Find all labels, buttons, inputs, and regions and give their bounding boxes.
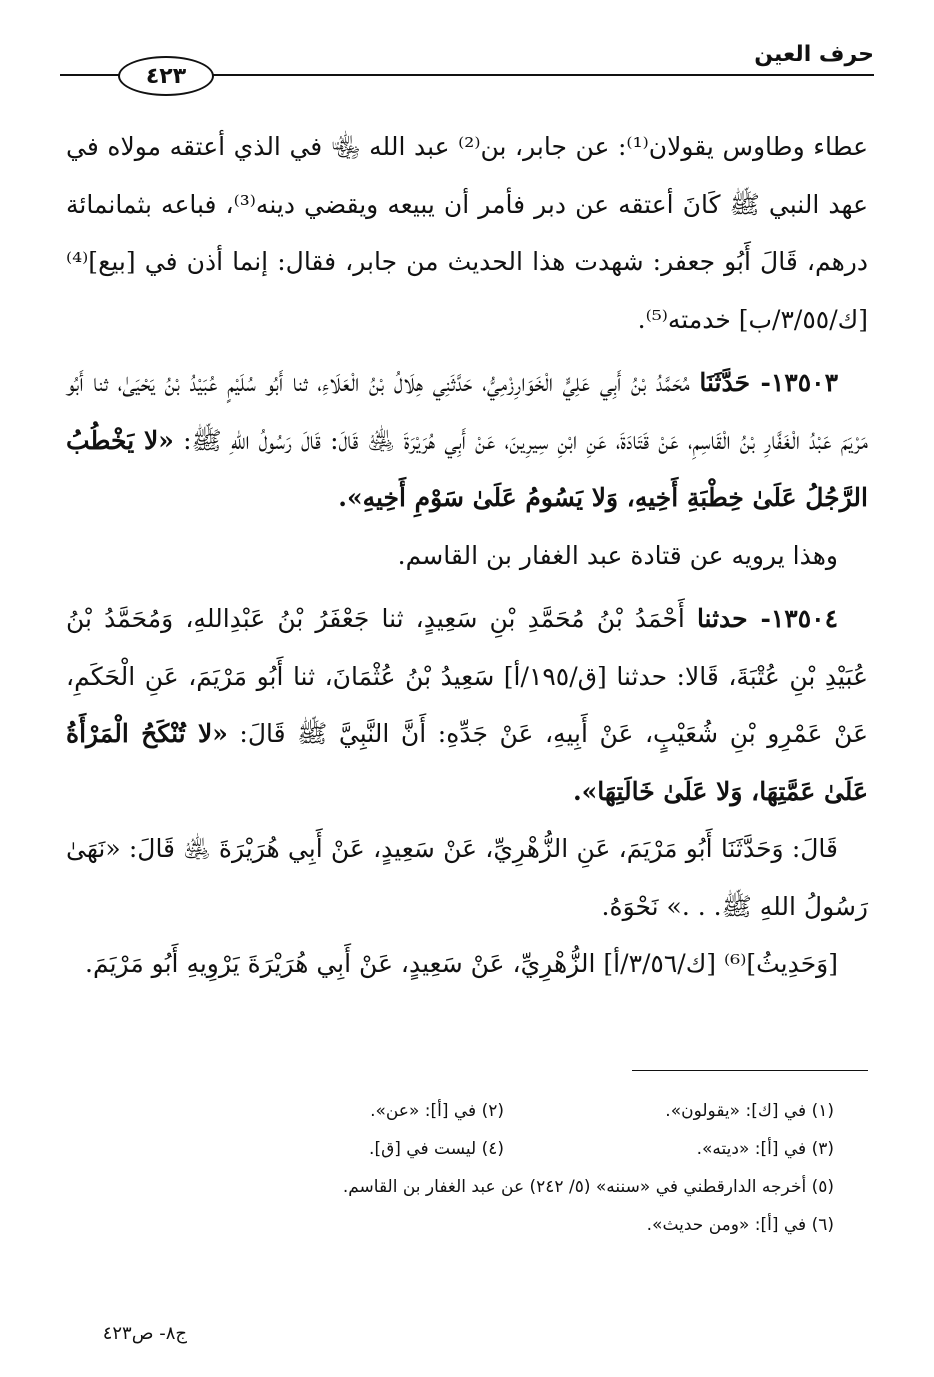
hadith-chain: مُحَمَّدُ بْنُ أَبِي عَلِيٍّ الْخَوَارِزْمِيُّ، حَدَّثَنِي هِلَالُ بْنُ الْعَلَاءِ، ثنا أَبُو سُلَيْمٍ عُبَيْدُ بْنُ يَحْيَىٰ، ثنا أَبُو مَرْيَمَ عَبْدُ الْغَفَّارِ بْنُ الْقَاسِمِ، عَنْ قَتَادَةَ، عَنِ ابْنِ سِيرِينَ، عَنْ أَبِي هُرَيْرَةَ ﵁ قَالَ: قَالَ رَسُولُ اللهِ ﷺ: <box>66 368 868 455</box>
hadith-13503 <box>66 354 868 527</box>
hadith-number: ١٣٥٠٣- حَدَّثَنَا <box>699 368 838 397</box>
page-number-badge: ٤٢٣ <box>118 56 214 96</box>
footnote-row <box>90 1092 834 1130</box>
paragraph-note: وهذا يرويه عن قتادة عبد الغفار بن القاسم. <box>397 540 838 570</box>
hadith-chain: أَحْمَدُ بْنُ مُحَمَّدِ بْنِ سَعِيدٍ، ثنا جَعْفَرُ بْنُ عَبْدِاللهِ، وَمُحَمَّدُ بْنُ عُبَيْدِ بْنِ عُتْبَةَ، قَالا: حدثنا [ق/١٩٥/أ] سَعِيدُ بْنُ عُثْمَانَ، ثنا أَبُو مَرْيَمَ، عَنِ الْحَكَمِ، عَنْ عَمْرِو بْنِ شُعَيْبٍ، عَنْ أَبِيهِ، عَنْ جَدِّهِ: أَنَّ النَّبِيَّ ﷺ قَالَ: <box>66 604 868 748</box>
paragraph-1: عطاء وطاوس يقولان⁽¹⁾: عن جابر، بن⁽²⁾ عبد الله ﵄ في الذي أعتقه مولاه في عهد النبي ﷺ كَانَ أعتقه عن دبر فأمر أن يبيعه ويقضي دينه⁽³⁾، فباعه بثمانمائة درهم، قَالَ أَبُو جعفر: شهدت هذا الحديث من جابر، فقال: إنما أذن في [بيع]⁽⁴⁾ [ك/٣/٥٥/ب] خدمته⁽⁵⁾. <box>66 132 869 334</box>
footnotes <box>90 1092 834 1244</box>
footnote-5: (٥) أخرجه الدارقطني في «سننه» (٥/ ٢٤٢) عن عبد الغفار بن القاسم. <box>342 1177 834 1197</box>
paragraph-5: قَالَ: وَحَدَّثَنَا أَبُو مَرْيَمَ، عَنِ الزُّهْرِيِّ، عَنْ سَعِيدٍ، عَنْ أَبِي هُرَيْرَةَ ﵁ قَالَ: «نَهَىٰ رَسُولُ اللهِ ﷺ. . .» نَحْوَهُ. <box>66 834 868 921</box>
footnote-4: (٤) ليست في [ق]. <box>369 1139 504 1159</box>
hadith-13504 <box>66 590 868 820</box>
volume-page-reference: ج٨- ص٤٢٣ <box>102 1323 187 1344</box>
hadith-number: ١٣٥٠٤- حدثنا <box>696 604 838 633</box>
paragraph-6: [وَحَدِيثُ]⁽⁶⁾ [ك/٣/٥٦/أ] الزُّهْرِيِّ، عَنْ سَعِيدٍ، عَنْ أَبِي هُرَيْرَةَ يَرْوِيهِ أَبُو مَرْيَمَ. <box>85 949 838 978</box>
footnote-row <box>90 1206 834 1244</box>
footnote-row <box>90 1168 834 1206</box>
footnote-6: (٦) في [أ]: «ومن حديث». <box>646 1215 834 1235</box>
footnote-rule <box>632 1070 868 1071</box>
hadith-matn: «لا يَخْطُبُ الرَّجُلُ عَلَىٰ خِطْبَةِ أَخِيهِ، وَلا يَسُومُ عَلَىٰ سَوْمِ أَخِيهِ». <box>66 425 868 512</box>
hadith-matn: «لا تُنْكَحُ الْمَرْأَةُ عَلَىٰ عَمَّتِهَا، وَلا عَلَىٰ خَالَتِهَا». <box>66 719 868 806</box>
footnote-3: (٣) في [أ]: «ديته». <box>696 1139 834 1159</box>
footnote-2: (٢) في [أ]: «عن». <box>370 1101 504 1121</box>
chapter-title: حرف العين <box>754 42 874 67</box>
main-text <box>66 118 868 993</box>
footnote-1: (١) في [ك]: «يقولون». <box>665 1101 834 1121</box>
footnote-row <box>90 1130 834 1168</box>
page-header <box>60 30 874 100</box>
